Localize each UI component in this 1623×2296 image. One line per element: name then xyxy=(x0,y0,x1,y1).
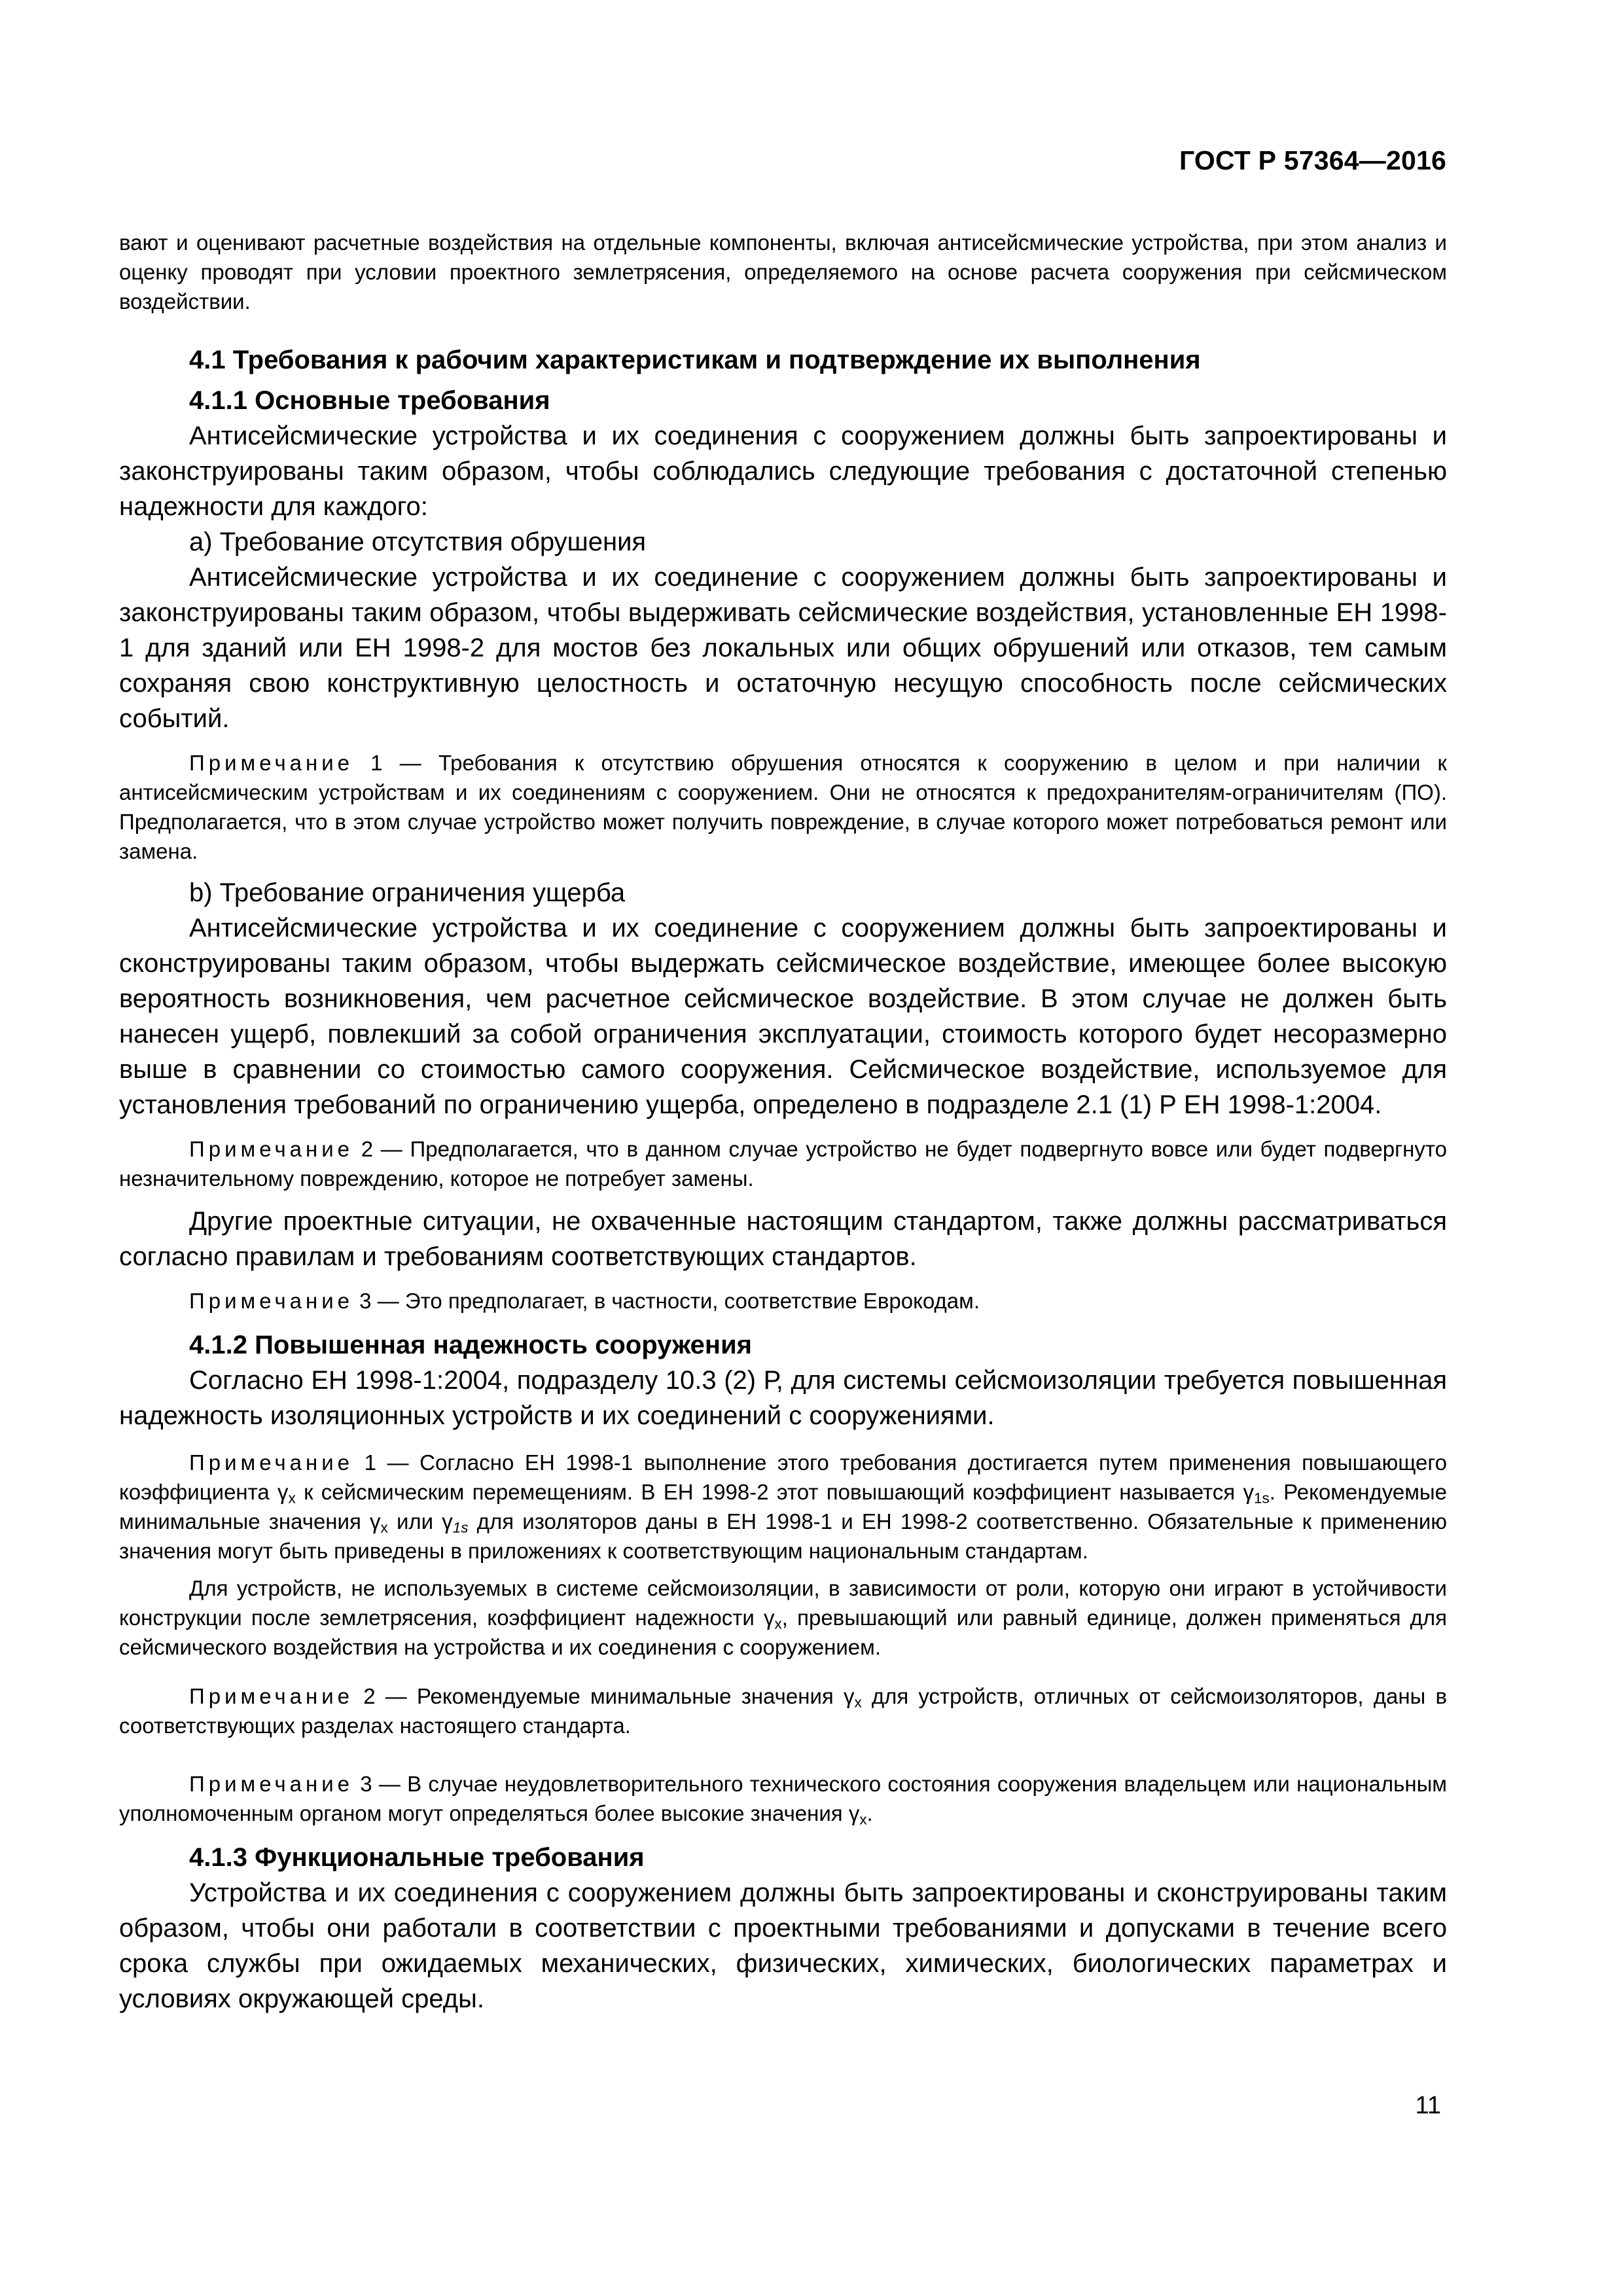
heading-4-1-2: 4.1.2 Повышенная надежность сооружения xyxy=(189,1331,753,1359)
note-text: или xyxy=(387,1509,442,1534)
subscript: x xyxy=(859,1811,867,1828)
item-b-title: b) Требование ограничения ущерба xyxy=(189,878,626,907)
gamma-symbol: γ xyxy=(442,1509,453,1534)
page-content xyxy=(119,228,1447,2017)
note-label: Примечание xyxy=(189,1137,354,1161)
heading-4-1: 4.1 Требования к рабочим характеристикам и подтверждение их выполнения xyxy=(189,346,1201,374)
paragraph-4-1-1: Антисейсмические устройства и их соединения с сооружением должны быть запроектированы и законструированы таким образом, чтобы соблюдались следующие требования с достаточной степенью надежности для каждого: xyxy=(119,422,1447,521)
note-text: 1 — Согласно ЕН 1998-1 выполнение этого требования достигается путем применения повышающего коэффициента xyxy=(119,1450,1447,1504)
subscript: 1s xyxy=(452,1519,469,1536)
note-text: . Рекомендуемые минимальные значения xyxy=(119,1480,1447,1534)
intro-paragraph: вают и оценивают расчетные воздействия на отдельные компоненты, включая антисейсмические устройства, при этом анализ и оценку проводят при условии проектного землетрясения, определяемого на основе расчета сооружения при сейсмическом воздействии. xyxy=(119,230,1447,314)
note-4-1-2-2 xyxy=(119,1681,1447,1740)
gamma-symbol: γ xyxy=(1243,1480,1254,1504)
subscript: x xyxy=(288,1490,296,1507)
note-text: для изоляторов даны в ЕН 1998-1 и ЕН 1998-2 соответственно. Обязательные к применению значения могут быть приведены в приложениях к соответствующим национальным стандартам. xyxy=(119,1509,1448,1563)
note-4-1-1-1 xyxy=(119,748,1447,866)
subscript: x xyxy=(854,1694,862,1711)
item-a-title: а) Требование отсутствия обрушения xyxy=(189,528,647,556)
subscript: x xyxy=(380,1519,388,1536)
heading-4-1-1: 4.1.1 Основные требования xyxy=(189,386,550,415)
note-label: Примечание xyxy=(189,1450,354,1475)
gamma-symbol: γ xyxy=(843,1684,855,1708)
heading-4-1-3: 4.1.3 Функциональные требования xyxy=(189,1843,645,1872)
note-text: 3 — В случае неудовлетворительного технического состояния сооружения владельцем или национальным уполномоченным органом могут определяться более высокие значения xyxy=(119,1772,1447,1825)
other-situations-paragraph: Другие проектные ситуации, не охваченные настоящим стандартом, также должны рассматриваться согласно правилам и требованиям соответствующих стандартов. xyxy=(119,1207,1447,1271)
gamma-symbol: γ xyxy=(848,1801,860,1825)
note-label: Примечание xyxy=(189,1772,354,1796)
gamma-symbol: γ xyxy=(277,1480,289,1504)
item-a-body: Антисейсмические устройства и их соединение с сооружением должны быть запроектированы и законструированы таким образом, чтобы выдерживать сейсмические воздействия, установленные ЕН 1998-1 для зданий или ЕН 1998-2 для мостов без локальных или общих обрушений или отказов, тем самым сохраняя свою конструктивную целостность и остаточную несущую способность после сейсмических событий. xyxy=(119,563,1447,733)
gamma-symbol: γ xyxy=(370,1509,381,1534)
paragraph-text: , превышающий или равный единице, должен применяться для сейсмического воздействия на устройства и их соединения с сооружением. xyxy=(119,1605,1448,1659)
note-4-1-1-2 xyxy=(119,1134,1447,1193)
note-text: 2 — Предполагается, что в данном случае устройство не будет подвергнуто вовсе или будет подвергнуто незначительному повреждению, которое не потребует замены. xyxy=(119,1137,1447,1191)
note-text: для устройств, отличных от сейсмоизоляторов, даны в соответствующих разделах настоящего стандарта. xyxy=(119,1684,1447,1738)
note-4-1-2-1 xyxy=(119,1448,1447,1566)
subscript: x xyxy=(774,1615,782,1632)
note-text: 2 — Рекомендуемые минимальные значения xyxy=(353,1684,844,1708)
page-number: 11 xyxy=(1415,2092,1441,2119)
paragraph-4-1-2: Согласно ЕН 1998-1:2004, подразделу 10.3 (2) Р, для системы сейсмоизоляции требуется повышенная надежность изоляционных устройств и их соединений с сооружениями. xyxy=(119,1366,1447,1430)
note-label: Примечание xyxy=(189,1684,354,1708)
note-text: . xyxy=(866,1801,873,1825)
note-label: Примечание xyxy=(189,751,354,775)
paragraph-text: Для устройств, не используемых в системе сейсмоизоляции, в зависимости от роли, которую они играют в устойчивости конструкции после землетрясения, коэффициент надежности xyxy=(119,1576,1447,1630)
paragraph-4-1-3: Устройства и их соединения с сооружением должны быть запроектированы и сконструированы таким образом, чтобы они работали в соответствии с проектными требованиями и допусками в течение всего срока службы при ожидаемых механических, физических, химических, биологических параметрах и условиях окружающей среды. xyxy=(119,1878,1447,2013)
devices-paragraph xyxy=(119,1573,1447,1662)
note-text: 3 — Это предполагает, в частности, соответствие Еврокодам. xyxy=(353,1289,980,1313)
subscript: 1s xyxy=(1253,1490,1270,1507)
gamma-symbol: γ xyxy=(764,1605,775,1630)
note-text: 1 — Требования к отсутствию обрушения относятся к сооружению в целом и при наличии к антисейсмическим устройствам и их соединениям с сооружением. Они не относятся к предохранителям-ограничителям (ПО). Предполагается, что в этом случае устройство может получить повреждение, в случае которого может потребоваться ремонт или замена. xyxy=(119,751,1447,863)
item-b-body: Антисейсмические устройства и их соединение с сооружением должны быть запроектированы и сконструированы таким образом, чтобы выдержать сейсмическое воздействие, имеющее более высокую вероятность возникновения, чем расчетное сейсмическое воздействие. В этом случае не должен быть нанесен ущерб, повлекший за собой ограничения эксплуатации, стоимость которого будет несоразмерно выше в сравнении со стоимостью самого сооружения. Сейсмическое воздействие, используемое для установления требований по ограничению ущерба, определено в подразделе 2.1 (1) Р ЕН 1998-1:2004. xyxy=(119,914,1447,1119)
note-label: Примечание xyxy=(189,1289,354,1313)
document-code: ГОСТ Р 57364—2016 xyxy=(1179,145,1446,175)
note-4-1-2-3 xyxy=(119,1769,1447,1828)
note-4-1-1-3 xyxy=(119,1286,1447,1316)
note-text: к сейсмическим перемещениям. В ЕН 1998-2 этот повышающий коэффициент называется xyxy=(295,1480,1243,1504)
